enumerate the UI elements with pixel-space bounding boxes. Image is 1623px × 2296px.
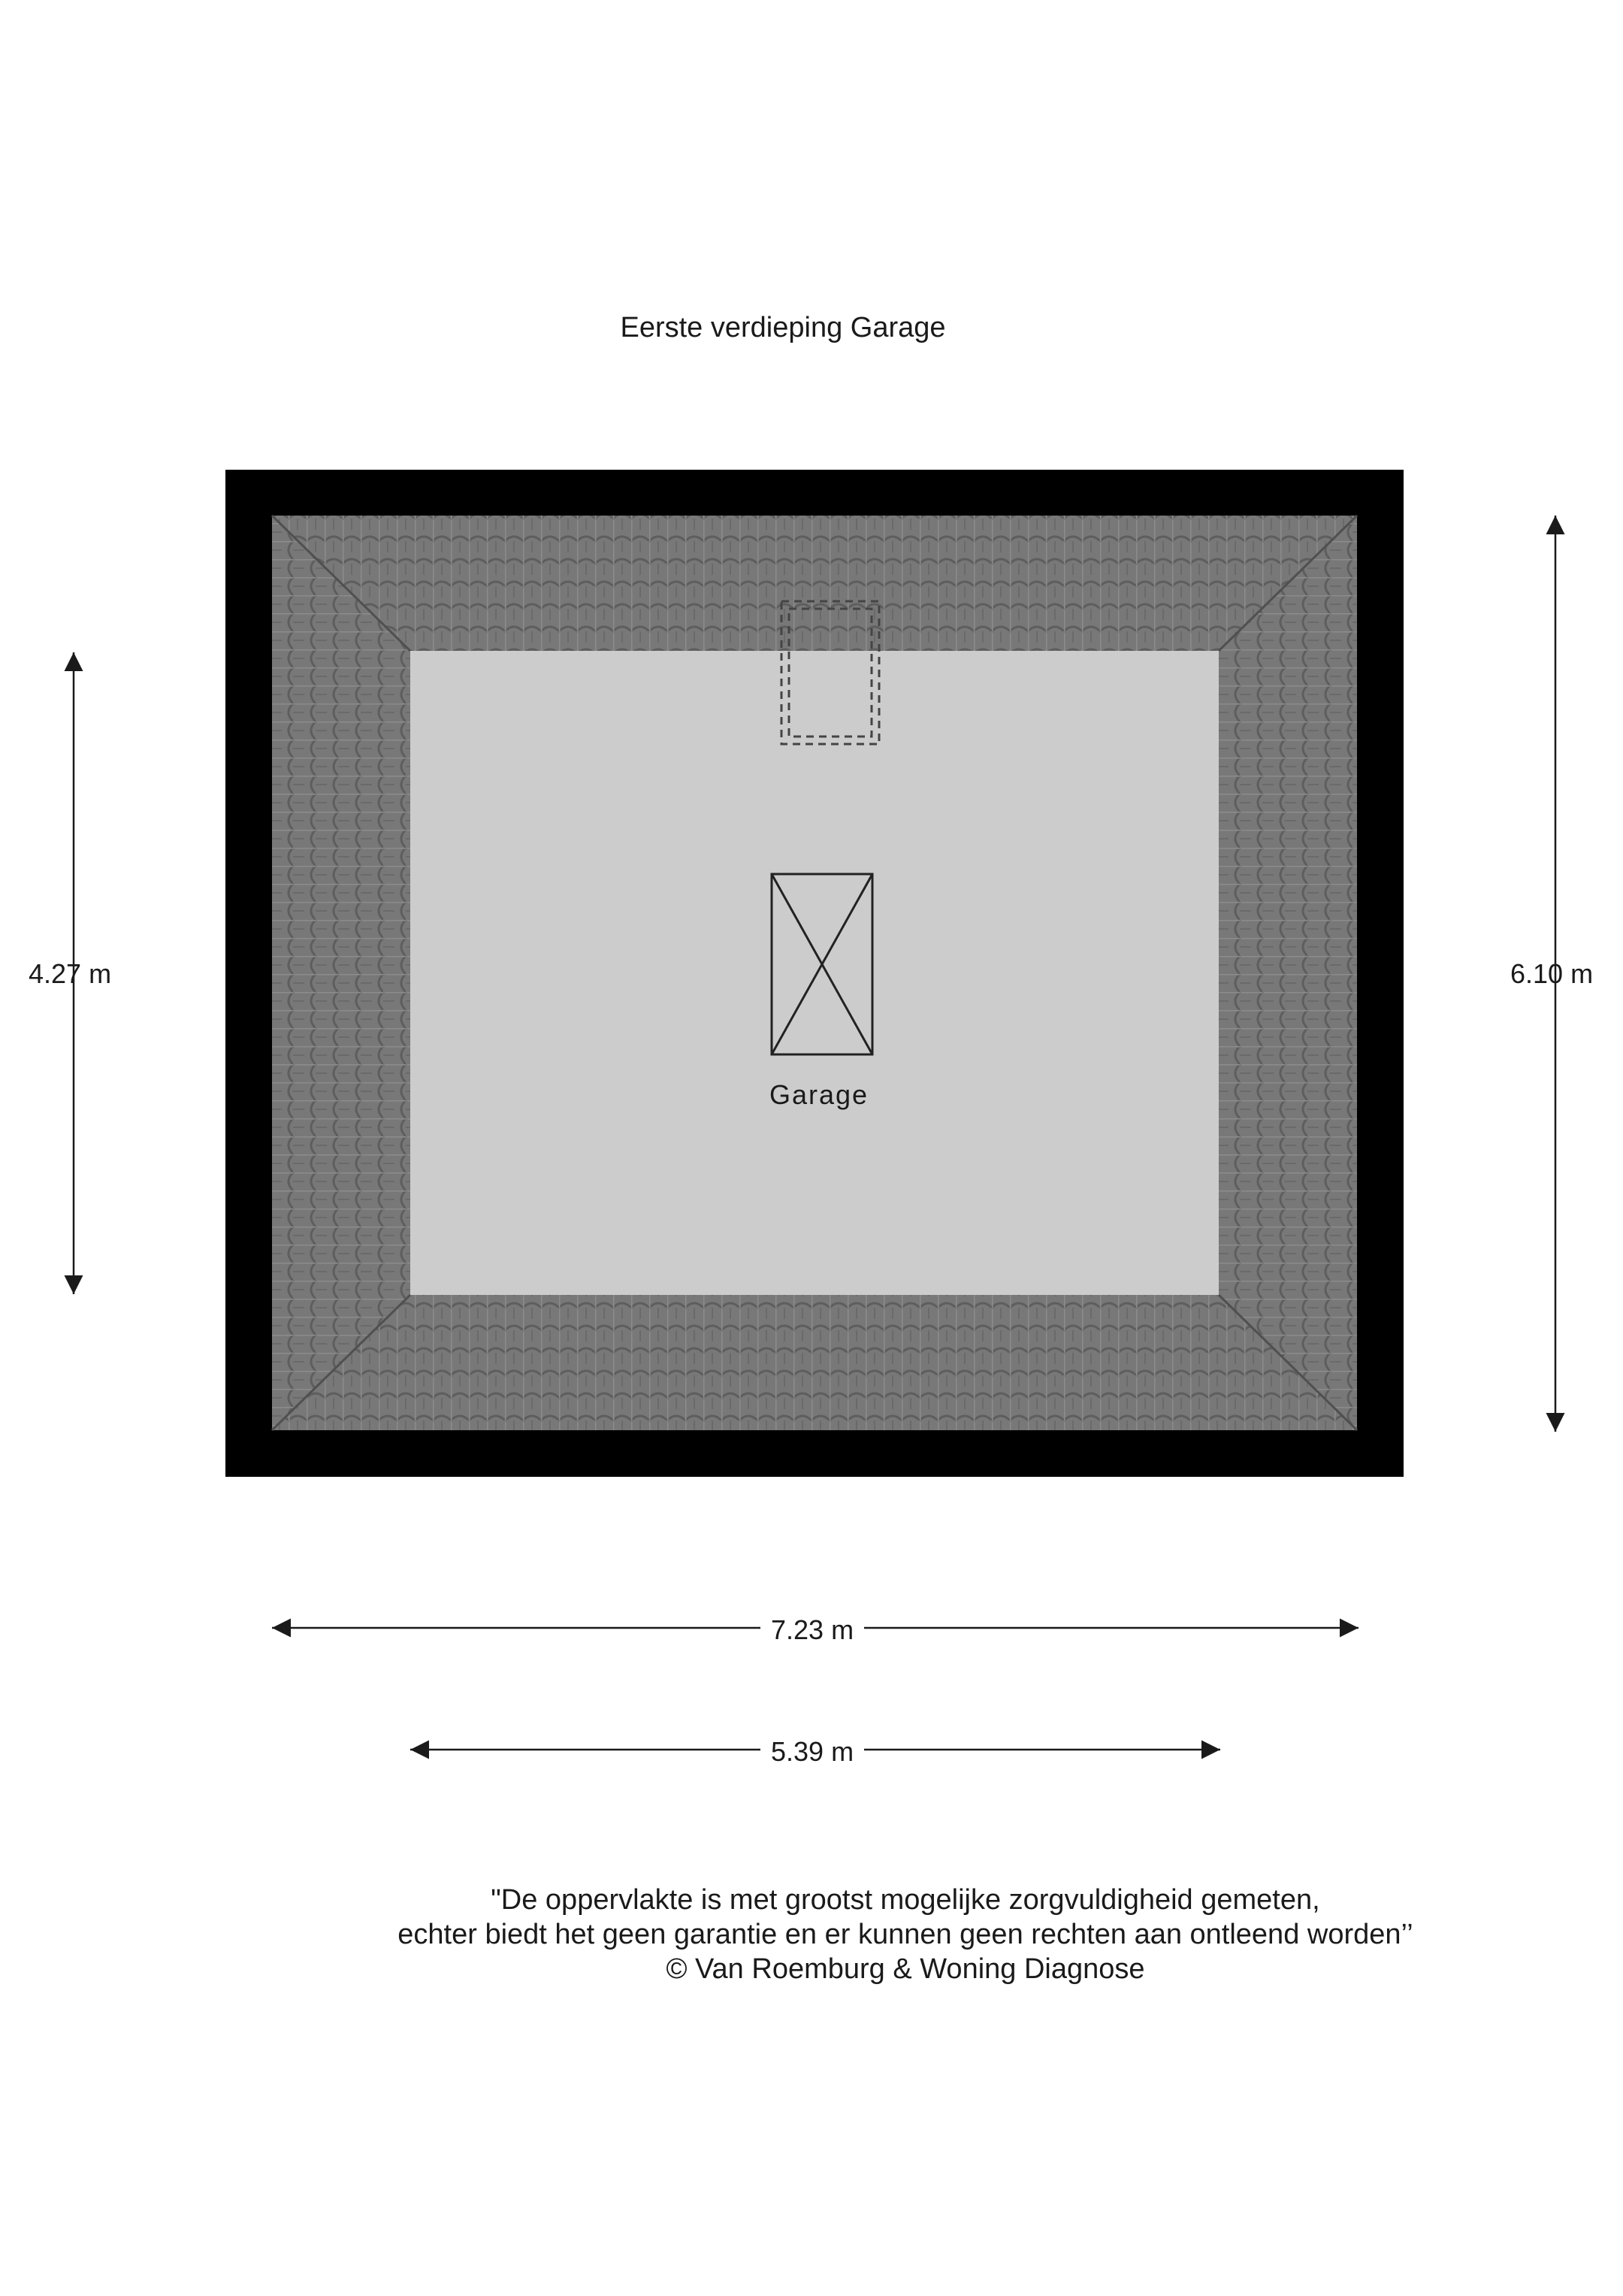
- dimension-label-right: 6.10 m: [1510, 958, 1594, 989]
- disclaimer-line-3: © Van Roemburg & Woning Diagnose: [666, 1953, 1145, 1985]
- garage-floor: [410, 651, 1219, 1295]
- dimension-label-outer-width: 7.23 m: [760, 1614, 864, 1646]
- disclaimer: [0, 1883, 1623, 1986]
- plan-title: [0, 312, 1593, 344]
- dimension-label-left: 4.27 m: [29, 958, 112, 989]
- dimension-label-inner-width: 5.39 m: [760, 1736, 864, 1768]
- disclaimer-line-1: "De oppervlakte is met grootst mogelijke zorgvuldigheid gemeten,: [491, 1884, 1320, 1916]
- plan-title-text: Eerste verdieping Garage: [620, 312, 946, 343]
- roof-slope-left: [272, 516, 410, 1430]
- roof-slope-top: [272, 516, 1357, 651]
- disclaimer-line-2: echter biedt het geen garantie en er kunnen geen rechten aan ontleend worden’’: [397, 1919, 1413, 1950]
- roof-slope-bottom: [272, 1295, 1357, 1430]
- roof-slope-right: [1219, 516, 1357, 1430]
- room-label-garage: Garage: [769, 1079, 869, 1110]
